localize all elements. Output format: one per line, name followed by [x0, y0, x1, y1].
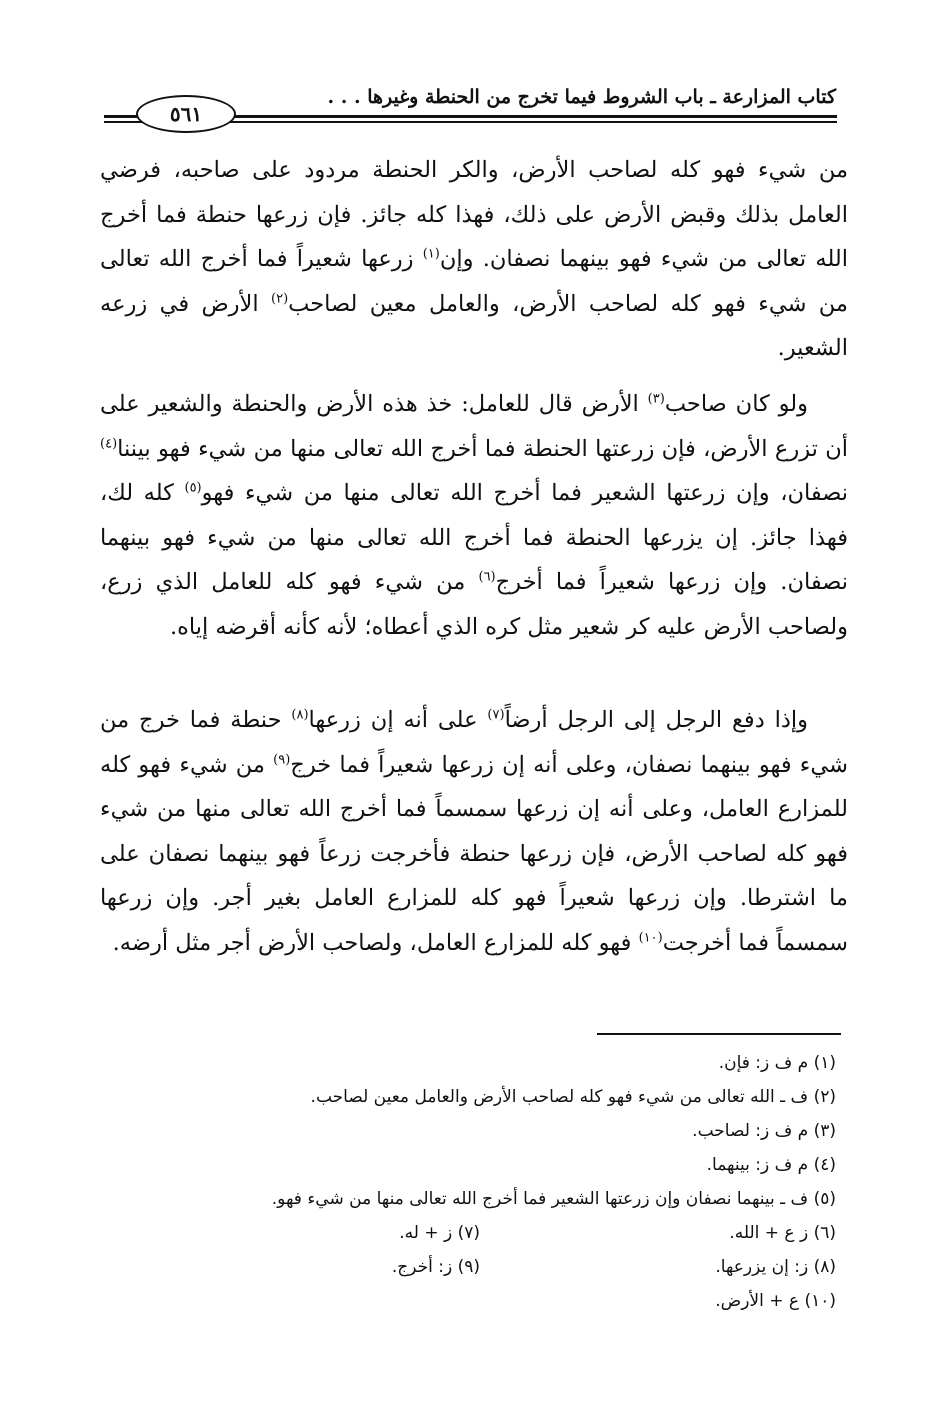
- paragraph-1: [100, 148, 848, 371]
- footnote-ref: (٧): [487, 707, 505, 723]
- footnote-ref: (٥): [184, 480, 202, 496]
- footnote-4: (٤) م ف ز: بينهما.: [706, 1155, 836, 1175]
- footnote-2: (٢) ف ـ الله تعالى من شيء فهو كله لصاحب الأرض والعامل معين لصاحب.: [310, 1087, 836, 1107]
- footnote-5: (٥) ف ـ بينهما نصفان وإن زرعتها الشعير فما أخرج الله تعالى منها من شيء فهو.: [271, 1189, 836, 1209]
- footnote-ref: (٢): [271, 291, 289, 306]
- footnote-ref: (٩): [273, 752, 291, 767]
- text-run: كله لك، فهذا جائز. إن يزرعها الحنطة فما أخرج الله تعالى منها من شيء فهو بينهما نصفان. وإن زرعها شعيراً فما أخرج: [100, 480, 848, 595]
- page-number: ٥٦١: [136, 95, 236, 133]
- text-run: فهو كله للمزارع العامل، ولصاحب الأرض أجر مثل أرضه.: [112, 929, 639, 956]
- paragraph-3: [100, 698, 848, 965]
- text-run: الأرض قال للعامل: خذ هذه الأرض والحنطة والشعير على أن تزرع الأرض، فإن زرعتها الحنطة فما أخرج الله تعالى منها من شيء فهو بيننا: [100, 391, 848, 462]
- text-run: على أنه إن زرعها: [308, 707, 488, 733]
- paragraph-2: [100, 382, 848, 649]
- footnote-row: [96, 1216, 836, 1250]
- footnote-9: (٩) ز: أخرج.: [391, 1257, 480, 1277]
- footnotes: [96, 1046, 836, 1318]
- footnote-ref: (١٠): [638, 930, 663, 945]
- text-run: وإذا دفع الرجل إلى الرجل أرضاً: [504, 707, 808, 733]
- text-run: من شيء فهو كله للمزارع العامل، وعلى أنه إن زرعها سمسماً فما أخرج الله تعالى منها من شيء فهو كله لصاحب الأرض، فإن زرعها حنطة فأخرجت زرعاً فهو بينهما نصفان على ما اشترطا. وإن زرعها شعيراً فهو كله للمزارع العامل بغير أجر. وإن زرعها سمسماً فما أخرجت: [100, 751, 848, 956]
- footnote-7: (٧) ز + له.: [399, 1223, 480, 1243]
- footnote-ref: (٦): [478, 569, 496, 585]
- running-header: كتاب المزارعة ـ باب الشروط فيما تخرج من الحنطة وغيرها . . .: [327, 86, 836, 108]
- text-run: نصفان، وإن زرعتها الشعير فما أخرج الله تعالى منها من شيء فهو: [201, 480, 849, 506]
- footnote-separator: [597, 1033, 841, 1035]
- text-run: من شيء فهو كله لصاحب الأرض، والكر الحنطة مردود على صاحبه، فرضي العامل بذلك وقبض الأرض على ذلك، فهذا كله جائز. فإن زرعها حنطة فما أخرج الله تعالى من شيء فهو بينهما نصفان. وإن: [100, 157, 848, 272]
- footnote-8: (٨) ز: إن يزرعها.: [715, 1257, 836, 1277]
- footnote-ref: (١): [422, 246, 440, 262]
- text-run: من شيء فهو كله للعامل الذي زرع، ولصاحب الأرض عليه كر شعير مثل كره الذي أعطاه؛ لأنه كأنه أقرضه إياه.: [100, 569, 848, 640]
- footnote-1: (١) م ف ز: فإن.: [718, 1053, 836, 1073]
- text-run: الأرض في زرعه الشعير.: [100, 290, 848, 361]
- footnote-10: (١٠) ع + الأرض.: [715, 1291, 836, 1311]
- footnote-3: (٣) م ف ز: لصاحب.: [692, 1121, 836, 1141]
- text-run: حنطة فما خرج من شيء فهو بينهما نصفان، وعلى أنه إن زرعها شعيراً فما خرج: [100, 707, 848, 778]
- text-run: زرعها شعيراً فما أخرج الله تعالى من شيء فهو كله لصاحب الأرض، والعامل معين لصاحب: [100, 246, 848, 317]
- footnote-ref: (٣): [647, 391, 665, 407]
- footnote-row: [96, 1250, 836, 1284]
- footnote-ref: (٨): [291, 707, 309, 723]
- footnote-6: (٦) ز ع + الله.: [729, 1223, 836, 1243]
- footnote-ref: (٤): [100, 436, 118, 451]
- text-run: ولو كان صاحب: [664, 391, 808, 417]
